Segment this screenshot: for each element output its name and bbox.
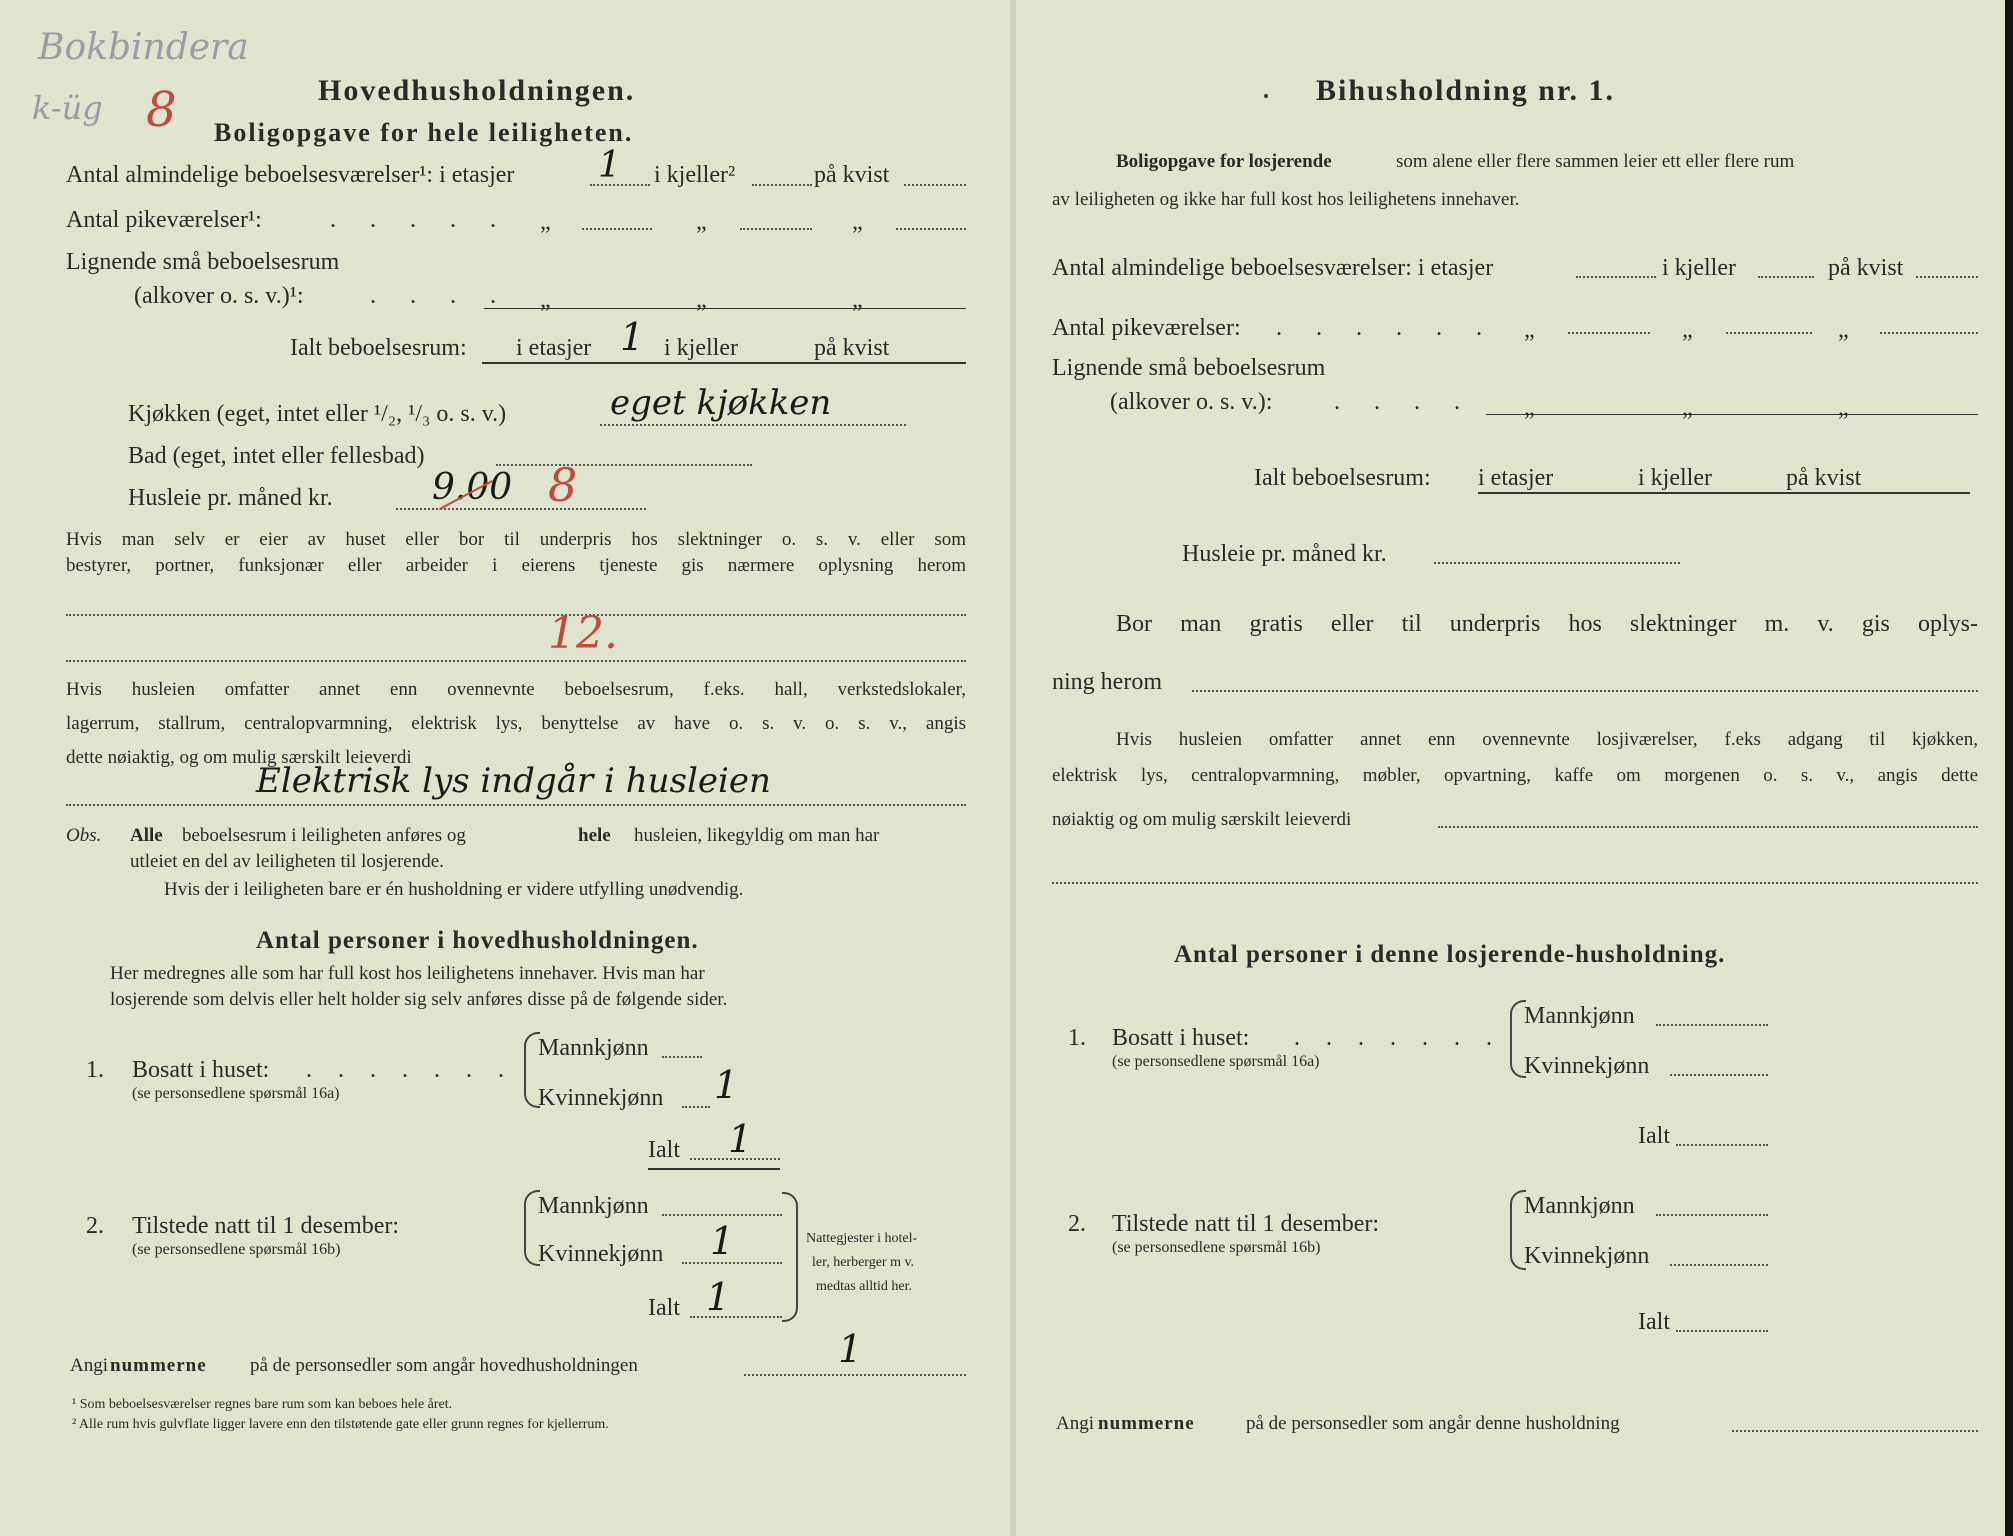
bath-label: Bad (eget, intet eller fellesbad)	[128, 443, 425, 469]
obs-text-2: husleien, likegyldig om man har	[634, 825, 880, 846]
r-rooms-kjeller-label: i kjeller	[1662, 255, 1736, 281]
small-rooms-label: Lignende små beboelsesrum	[66, 249, 340, 275]
total-etasjer-label: i etasjer	[516, 335, 592, 361]
r-q1-total-label: Ialt	[1638, 1123, 1670, 1149]
red-note-number: 8	[146, 82, 177, 138]
numbers-line	[744, 1374, 966, 1376]
pike-line-3	[896, 228, 966, 230]
r-numbers-line	[1732, 1430, 1978, 1432]
pike-ditto-1: „	[540, 209, 551, 235]
q2-label: Tilstede natt til 1 desember:	[132, 1213, 400, 1239]
q2-number: 2.	[86, 1213, 104, 1239]
rooms-kjeller-line	[752, 184, 812, 186]
r-pike-line-3	[1880, 332, 1978, 334]
r-rooms-label: Antal almindelige beboelsesværelser: i etasjer	[1052, 255, 1494, 281]
pencil-note-bookbinder: Bokbindera	[38, 27, 249, 68]
kitchen-line	[600, 424, 906, 426]
r-q2-male-label: Mannkjønn	[1524, 1193, 1635, 1219]
extra-value: Elektrisk lys indgår i husleien	[256, 761, 771, 801]
r-total-kvist-label: på kvist	[1786, 465, 1862, 491]
r-total-kjeller-label: i kjeller	[1638, 465, 1712, 491]
r-small-leader-dots: . . . .	[1334, 389, 1474, 415]
persons-note-line-1: Her medregnes alle som har full kost hos leilighetens innehaver. Hvis man har	[110, 963, 705, 984]
r-q1-leader-dots: . . . . . . .	[1294, 1025, 1502, 1051]
r-extra-note-line-1: Hvis husleien omfatter annet enn ovennevnte losjiværelser, f.eks adgang til kjøkken,	[1116, 729, 1978, 750]
small-ditto-1: „	[540, 287, 551, 313]
rent-label: Husleie pr. måned kr.	[128, 485, 333, 511]
r-total-label: Ialt beboelsesrum:	[1254, 465, 1431, 491]
owner-line-1	[66, 614, 966, 616]
total-etasjer-value: 1	[620, 315, 645, 359]
owner-line-2	[66, 660, 966, 662]
pike-ditto-3: „	[852, 209, 863, 235]
footnote-1: ¹ Som beboelsesværelser regnes bare rum som kan beboes hele året.	[72, 1397, 453, 1412]
guests-note-line-2: ler, herberger m v.	[812, 1255, 915, 1270]
rooms-etasjer-value: 1	[598, 145, 621, 186]
scan-edge	[2005, 0, 2013, 1536]
r-small-ditto-3: „	[1838, 395, 1849, 421]
r-q1-male-line	[1656, 1024, 1768, 1026]
kitchen-value: eget kjøkken	[610, 383, 832, 423]
r-small-ditto-1: „	[1524, 395, 1535, 421]
numbers-post: på de personsedler som angår hovedhusholdningen	[250, 1355, 638, 1376]
r-rent-line	[1434, 562, 1680, 564]
extra-note-line-2: lagerrum, stallrum, centralopvarmning, elektrisk lys, benyttelse av have o. s. v. o. s. v., angis	[66, 713, 966, 734]
r-q2-total-line	[1676, 1330, 1768, 1332]
r-extra-line-1	[1438, 826, 1978, 828]
r-q1-female-label: Kvinnekjønn	[1524, 1053, 1650, 1079]
pike-ditto-2: „	[696, 209, 707, 235]
rooms-kjeller-label: i kjeller²	[654, 162, 736, 188]
rent-line	[396, 508, 646, 510]
obs-line-2: utleiet en del av leiligheten til losjerende.	[130, 851, 444, 872]
q2-sub: (se personsedlene spørsmål 16b)	[132, 1241, 341, 1258]
pike-line-2	[740, 228, 812, 230]
q1-number: 1.	[86, 1057, 104, 1083]
guests-note-line-3: medtas alltid her.	[816, 1279, 913, 1294]
intro-bold: Boligopgave for losjerende	[1116, 151, 1332, 172]
obs-bold-all: Alle	[130, 825, 163, 846]
extra-note-line-1: Hvis husleien omfatter annet enn ovennevnte beboelsesrum, f.eks. hall, verkstedslokaler,	[66, 679, 966, 700]
r-q1-female-line	[1670, 1074, 1768, 1076]
intro-line-2: av leiligheten og ikke har full kost hos leilighetens innehaver.	[1052, 189, 1520, 210]
free-note-line-2: ning herom	[1052, 669, 1162, 695]
q2-total-value: 1	[706, 1275, 731, 1319]
r-rooms-kjeller-line	[1758, 276, 1814, 278]
r-rooms-etasjer-line	[1576, 276, 1656, 278]
footnote-2: ² Alle rum hvis gulvflate ligger lavere enn den tilstøtende gate eller grunn regnes for kjellerrum.	[72, 1417, 609, 1432]
q2-total-line	[690, 1316, 782, 1318]
rooms-kvist-label: på kvist	[814, 162, 890, 188]
small-rooms-leader-dots: . . . .	[370, 283, 510, 309]
r-extra-note-line-2: elektrisk lys, centralopvarmning, møbler, opvartning, kaffe om morgenen o. s. v., angis dette	[1052, 765, 1978, 786]
q2-female-value: 1	[710, 1219, 735, 1263]
r-q2-total-label: Ialt	[1638, 1309, 1670, 1335]
page-title: Hovedhusholdningen.	[318, 74, 636, 107]
r-total-underline	[1478, 492, 1970, 494]
r-q1-label: Bosatt i huset:	[1112, 1025, 1250, 1051]
q2-total-label: Ialt	[648, 1295, 680, 1321]
r-q1-male-label: Mannkjønn	[1524, 1003, 1635, 1029]
r-q2-sub: (se personsedlene spørsmål 16b)	[1112, 1239, 1321, 1256]
r-pike-leader-dots: . . . . . .	[1276, 315, 1496, 341]
owner-note-line-2: bestyrer, portner, funksjonær eller arbeider i eierens tjeneste gis nærmere oplysning herom	[66, 555, 966, 576]
r-numbers-post: på de personsedler som angår denne husholdning	[1246, 1413, 1620, 1434]
rent-value: 9.00	[432, 467, 513, 508]
r-total-etasjer-label: i etasjer	[1478, 465, 1554, 491]
small-rooms-underline	[484, 308, 966, 309]
q1-total-label: Ialt	[648, 1137, 680, 1163]
obs-label: Obs.	[66, 825, 102, 846]
r-numbers-pre: Angi	[1056, 1413, 1094, 1434]
q1-sub: (se personsedlene spørsmål 16a)	[132, 1085, 340, 1102]
intro-rest: som alene eller flere sammen leier ett eller flere rum	[1396, 151, 1795, 172]
bath-line	[496, 464, 752, 466]
small-ditto-3: „	[852, 287, 863, 313]
persons-note-line-2: losjerende som delvis eller helt holder sig selv anføres disse på de følgende sider.	[110, 989, 728, 1010]
page-title-right: Bihusholdning nr. 1.	[1316, 74, 1616, 107]
title-dot	[1264, 94, 1268, 98]
r-rent-label: Husleie pr. måned kr.	[1182, 541, 1387, 567]
r-q1-sub: (se personsedlene spørsmål 16a)	[1112, 1053, 1320, 1070]
r-pike-line-2	[1726, 332, 1812, 334]
r-pike-ditto-2: „	[1682, 317, 1693, 343]
q2-female-label: Kvinnekjønn	[538, 1241, 664, 1267]
numbers-value: 1	[838, 1327, 863, 1371]
r-pike-ditto-1: „	[1524, 317, 1535, 343]
free-note-line-1: Bor man gratis eller til underpris hos slektninger m. v. gis oplys-	[1116, 611, 1978, 637]
q2-male-line	[662, 1214, 782, 1216]
rooms-kvist-line	[904, 184, 966, 186]
r-extra-note-line-3: nøiaktig og om mulig særskilt leieverdi	[1052, 809, 1352, 830]
numbers-bold: nummerne	[110, 1355, 207, 1376]
r-pike-label: Antal pikeværelser:	[1052, 315, 1241, 341]
r-q1-total-line	[1676, 1144, 1768, 1146]
r-q1-number: 1.	[1068, 1025, 1086, 1051]
q2-male-label: Mannkjønn	[538, 1193, 649, 1219]
obs-line-3: Hvis der i leiligheten bare er én husholdning er videre utfylling unødvendig.	[164, 879, 744, 900]
kitchen-label: Kjøkken (eget, intet eller ¹/₂, ¹/₃ o. s. v.)	[128, 401, 507, 427]
r-numbers-bold: nummerne	[1098, 1413, 1195, 1434]
r-small-label: Lignende små beboelsesrum	[1052, 355, 1326, 381]
r-extra-line-2	[1052, 882, 1978, 884]
rent-correction: 8	[548, 458, 578, 512]
pencil-note-prefix: k-üg	[32, 89, 103, 127]
total-kjeller-label: i kjeller	[664, 335, 738, 361]
q1-total-rule	[648, 1168, 780, 1170]
page-subtitle: Boligopgave for hele leiligheten.	[214, 118, 634, 147]
right-page-sub-household	[1016, 0, 2006, 1536]
r-persons-title: Antal personer i denne losjerende-husholdning.	[1174, 941, 1726, 968]
q1-male-line	[662, 1056, 702, 1058]
rooms-label: Antal almindelige beboelsesværelser¹: i etasjer	[66, 162, 515, 188]
numbers-pre: Angi	[70, 1355, 108, 1376]
q1-female-line	[682, 1106, 710, 1108]
r-small-sub-label: (alkover o. s. v.):	[1110, 389, 1273, 415]
obs-bold-whole: hele	[578, 825, 611, 846]
q2-right-brace	[782, 1192, 798, 1322]
r-pike-ditto-3: „	[1838, 317, 1849, 343]
owner-note-line-1: Hvis man selv er eier av huset eller bor til underpris hos slektninger o. s. v. eller som	[66, 529, 966, 550]
r-q2-female-line	[1670, 1264, 1768, 1266]
r-small-underline	[1486, 414, 1978, 415]
guests-note-line-1: Nattegjester i hotel-	[806, 1231, 918, 1246]
r-small-ditto-2: „	[1682, 395, 1693, 421]
obs-text-1: beboelsesrum i leiligheten anføres og	[182, 825, 466, 846]
q1-leader-dots: . . . . . . .	[306, 1057, 514, 1083]
free-line	[1192, 690, 1978, 692]
extra-line	[66, 804, 966, 806]
extra-note-line-3: dette nøiaktig, og om mulig særskilt leieverdi	[66, 747, 412, 768]
persons-title: Antal personer i hovedhusholdningen.	[256, 927, 699, 954]
total-label: Ialt beboelsesrum:	[290, 335, 467, 361]
r-q2-male-line	[1656, 1214, 1768, 1216]
pike-label: Antal pikeværelser¹:	[66, 207, 262, 233]
r-pike-line-1	[1568, 332, 1650, 334]
q1-total-value: 1	[728, 1117, 753, 1161]
pike-line-1	[582, 228, 652, 230]
r-q2-number: 2.	[1068, 1211, 1086, 1237]
total-underline	[482, 362, 966, 364]
q1-male-label: Mannkjønn	[538, 1035, 649, 1061]
small-ditto-2: „	[696, 287, 707, 313]
r-rooms-kvist-label: på kvist	[1828, 255, 1904, 281]
pike-leader-dots: . . . . .	[330, 207, 510, 233]
small-rooms-sub-label: (alkover o. s. v.)¹:	[134, 283, 304, 309]
q1-female-value: 1	[714, 1063, 739, 1107]
r-rooms-kvist-line	[1916, 276, 1978, 278]
r-q2-label: Tilstede natt til 1 desember:	[1112, 1211, 1380, 1237]
r-q2-female-label: Kvinnekjønn	[1524, 1243, 1650, 1269]
owner-value: 12.	[548, 608, 618, 659]
q1-female-label: Kvinnekjønn	[538, 1085, 664, 1111]
total-kvist-label: på kvist	[814, 335, 890, 361]
q1-label: Bosatt i huset:	[132, 1057, 270, 1083]
